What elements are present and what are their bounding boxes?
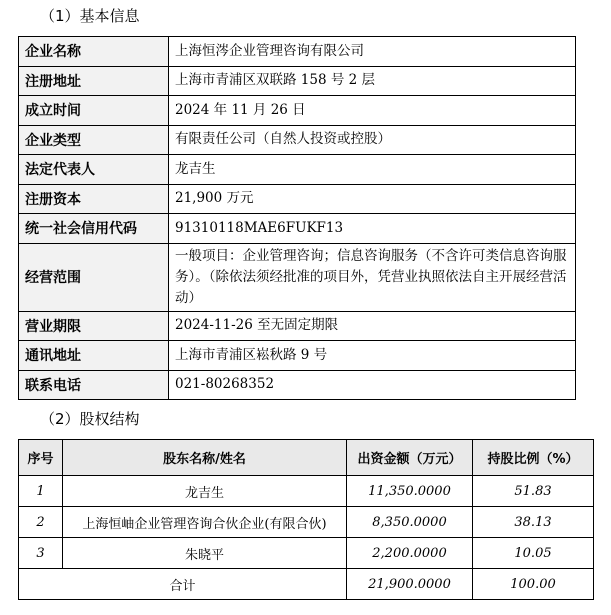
cell-shareholding-ratio: 10.05 <box>473 538 594 569</box>
row-value-company-type: 有限责任公司（自然人投资或控股） <box>169 125 576 155</box>
header-contribution-amount: 出资金额（万元） <box>347 440 473 476</box>
table-row <box>19 184 576 214</box>
row-key-mailing-address: 通讯地址 <box>19 341 169 371</box>
row-key-registered-capital: 注册资本 <box>19 184 169 214</box>
row-value-mailing-address: 上海市青浦区崧秋路 9 号 <box>169 341 576 371</box>
table-row <box>19 66 576 96</box>
table-row <box>19 155 576 185</box>
row-key-credit-code: 统一社会信用代码 <box>19 214 169 244</box>
table-total-row <box>19 569 594 600</box>
section-equity-structure-title: （2）股权结构 <box>40 410 140 428</box>
row-value-registered-capital: 21,900 万元 <box>169 184 576 214</box>
cell-contribution-amount: 2,200.0000 <box>347 538 473 569</box>
table-row <box>19 476 594 507</box>
row-value-company-name: 上海恒涔企业管理咨询有限公司 <box>169 37 576 67</box>
total-shareholding-ratio: 100.00 <box>473 569 594 600</box>
header-shareholder-name: 股东名称/姓名 <box>63 440 347 476</box>
row-key-phone: 联系电话 <box>19 370 169 400</box>
cell-seq: 2 <box>19 507 63 538</box>
cell-shareholding-ratio: 51.83 <box>473 476 594 507</box>
row-value-registered-address: 上海市青浦区双联路 158 号 2 层 <box>169 66 576 96</box>
row-value-legal-representative: 龙吉生 <box>169 155 576 185</box>
table-row <box>19 37 576 67</box>
row-value-business-term: 2024-11-26 至无固定期限 <box>169 311 576 341</box>
row-key-established-date: 成立时间 <box>19 96 169 126</box>
table-row <box>19 96 576 126</box>
cell-contribution-amount: 11,350.0000 <box>347 476 473 507</box>
section-basic-info-title: （1）基本信息 <box>40 7 140 25</box>
row-key-registered-address: 注册地址 <box>19 66 169 96</box>
total-label: 合计 <box>19 569 347 600</box>
row-key-company-name: 企业名称 <box>19 37 169 67</box>
table-row <box>19 370 576 400</box>
table-row <box>19 507 594 538</box>
row-key-business-term: 营业期限 <box>19 311 169 341</box>
table-row <box>19 538 594 569</box>
cell-shareholder-name: 龙吉生 <box>63 476 347 507</box>
header-shareholding-ratio: 持股比例（%） <box>473 440 594 476</box>
row-key-legal-representative: 法定代表人 <box>19 155 169 185</box>
cell-shareholder-name: 朱晓平 <box>63 538 347 569</box>
basic-info-table <box>18 36 576 400</box>
table-header-row <box>19 440 594 476</box>
header-seq: 序号 <box>19 440 63 476</box>
table-row <box>19 311 576 341</box>
row-key-company-type: 企业类型 <box>19 125 169 155</box>
cell-seq: 1 <box>19 476 63 507</box>
row-value-phone: 021-80268352 <box>169 370 576 400</box>
table-row <box>19 125 576 155</box>
table-row <box>19 243 576 311</box>
total-contribution-amount: 21,900.0000 <box>347 569 473 600</box>
cell-shareholding-ratio: 38.13 <box>473 507 594 538</box>
row-value-credit-code: 91310118MAE6FUKF13 <box>169 214 576 244</box>
table-row <box>19 341 576 371</box>
table-row <box>19 214 576 244</box>
cell-shareholder-name: 上海恒岫企业管理咨询合伙企业(有限合伙) <box>63 507 347 538</box>
row-value-established-date: 2024 年 11 月 26 日 <box>169 96 576 126</box>
cell-contribution-amount: 8,350.0000 <box>347 507 473 538</box>
row-key-business-scope: 经营范围 <box>19 243 169 311</box>
cell-seq: 3 <box>19 538 63 569</box>
equity-structure-table <box>18 439 594 600</box>
row-value-business-scope: 一般项目：企业管理咨询；信息咨询服务（不含许可类信息咨询服务）。（除依法须经批准的项目外，凭营业执照依法自主开展经营活动） <box>169 243 576 311</box>
